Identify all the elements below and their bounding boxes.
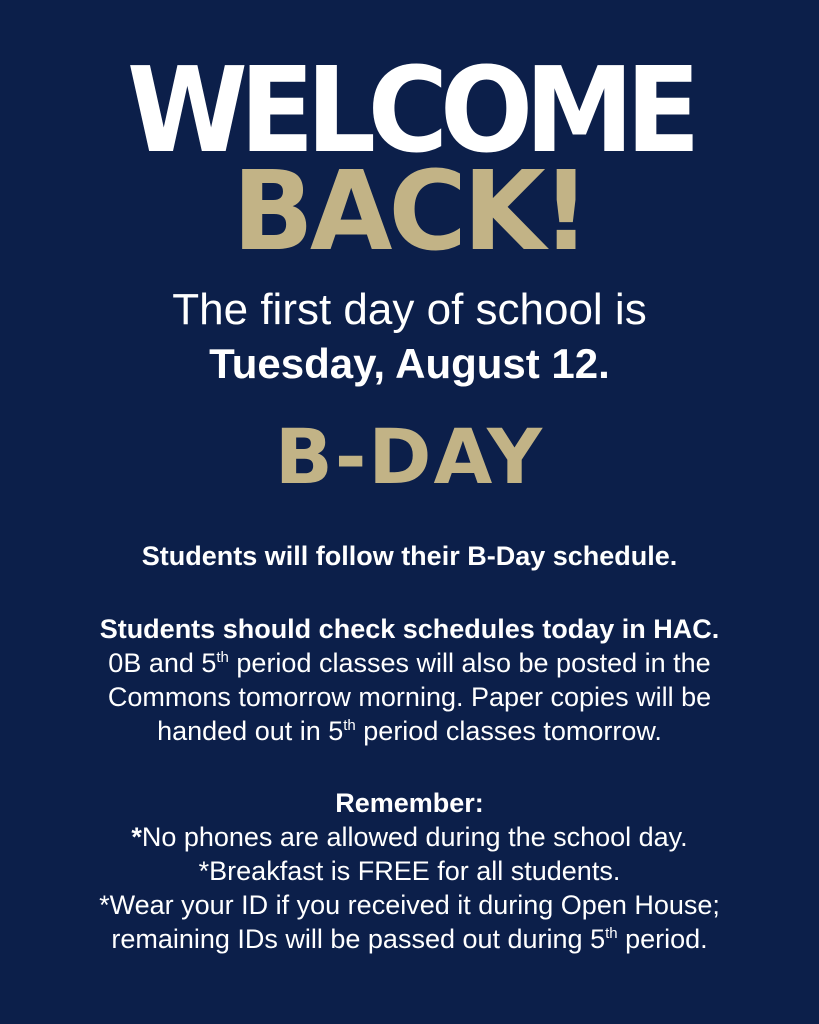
reminder-item bbox=[0, 820, 819, 854]
reminder-text: remaining IDs will be passed out during 5 bbox=[111, 924, 606, 954]
ordinal-suffix: th bbox=[605, 925, 618, 942]
posting-info-part: period classes tomorrow. bbox=[355, 716, 662, 746]
first-day-date: Tuesday, August 12. bbox=[209, 340, 610, 387]
reminder-item: *Wear your ID if you received it during Open House; bbox=[99, 890, 720, 920]
reminder-text: No phones are allowed during the school day. bbox=[141, 822, 688, 852]
back-heading: BACK! bbox=[232, 147, 587, 275]
first-day-intro: The first day of school is bbox=[172, 285, 647, 334]
check-schedules-text: Students should check schedules today in HAC. bbox=[99, 614, 720, 644]
posting-info-line-2: Commons tomorrow morning. Paper copies will be bbox=[107, 682, 712, 712]
ordinal-suffix: th bbox=[343, 717, 356, 734]
posting-info-part: handed out in 5 bbox=[157, 716, 344, 746]
follow-schedule-text: Students will follow their B-Day schedule. bbox=[141, 541, 678, 571]
reminder-item: *Breakfast is FREE for all students. bbox=[198, 856, 621, 886]
posting-info-part: 0B and 5 bbox=[108, 648, 217, 678]
posting-info-line-1 bbox=[0, 646, 819, 680]
day-type-heading: B-DAY bbox=[274, 412, 545, 501]
ordinal-suffix: th bbox=[216, 649, 229, 666]
welcome-heading: WELCOME bbox=[126, 41, 693, 179]
posting-info-part: period classes will also be posted in the bbox=[228, 648, 711, 678]
posting-info-line-3 bbox=[0, 714, 819, 748]
reminder-star: * bbox=[131, 822, 142, 852]
reminder-text: period. bbox=[617, 924, 708, 954]
remember-heading: Remember: bbox=[335, 788, 484, 818]
reminder-item bbox=[0, 922, 819, 956]
